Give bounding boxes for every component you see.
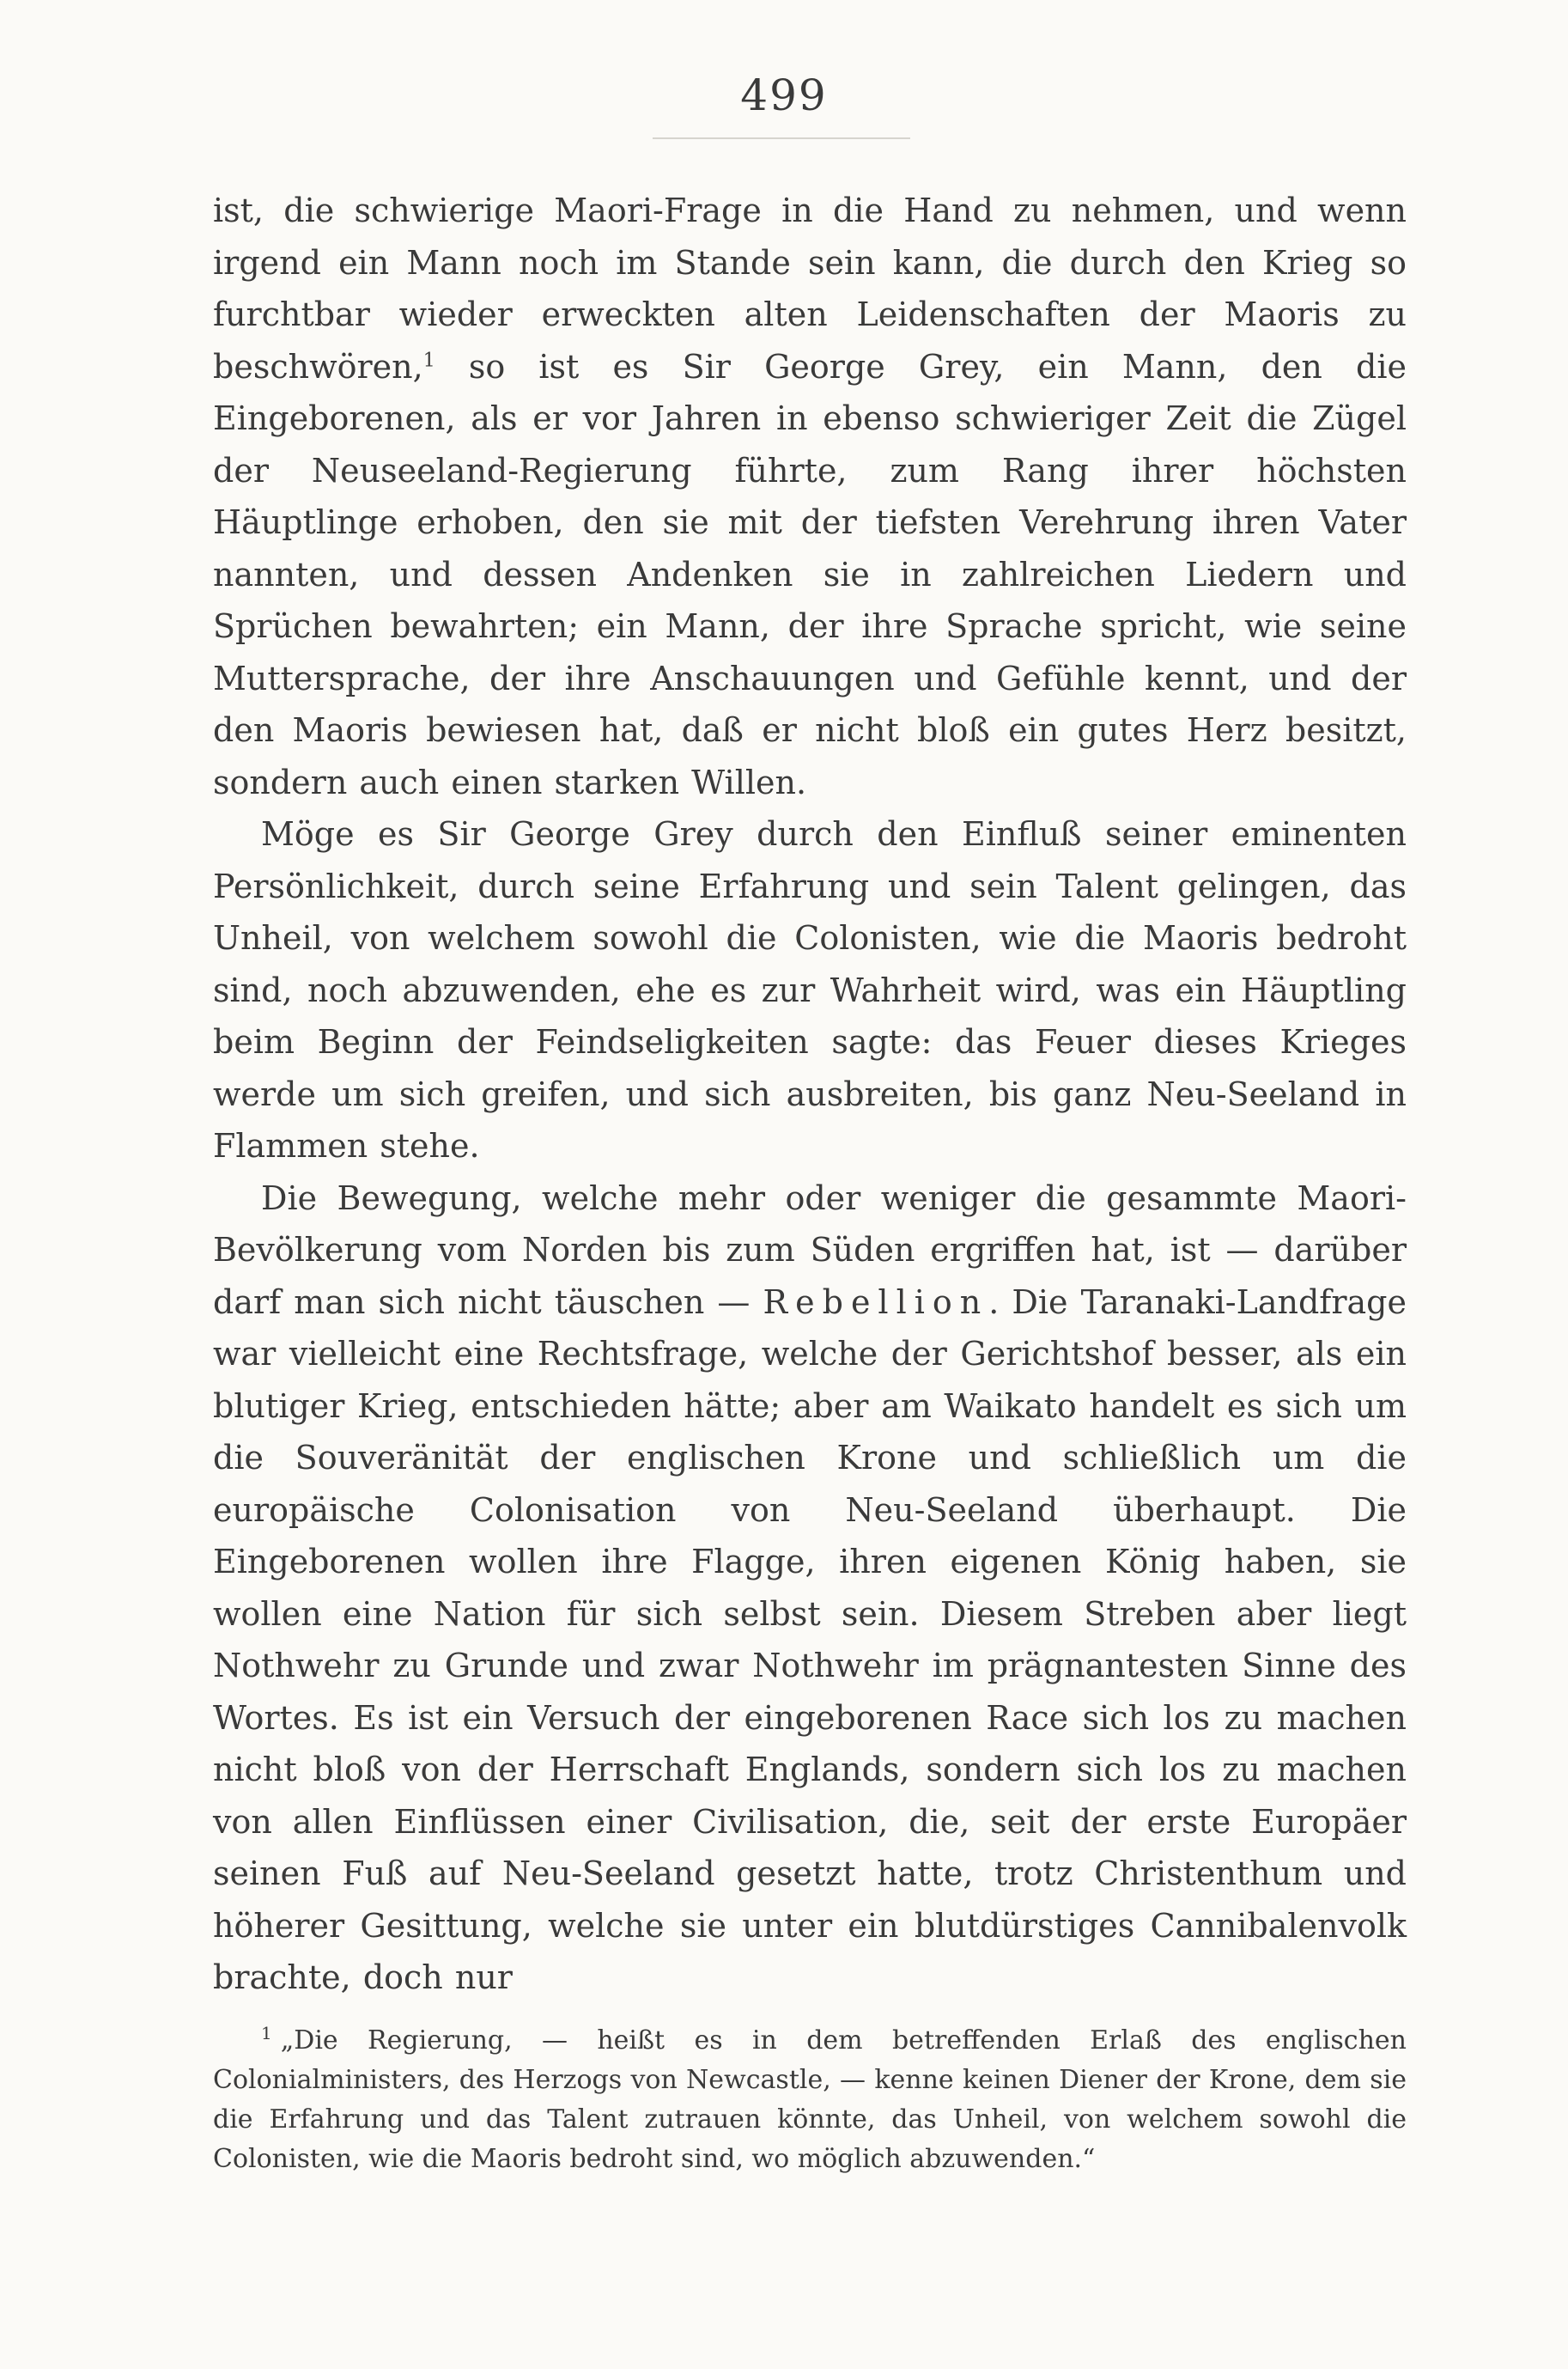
paragraph-1: [213, 185, 1407, 808]
paragraph-3-part-a: Die Bewegung, welche mehr oder weniger die gesammte Maori-Bevölkerung vom Norden bis zum Süden ergriffen hat, ist — darüber darf man sich nicht täuschen —: [213, 1178, 1407, 1321]
paragraph-2: Möge es Sir George Grey durch den Einfluß seiner eminenten Persönlichkeit, durch seine Erfahrung und sein Talent gelingen, das Unheil, von welchem sowohl die Colonisten, wie die Maoris bedroht sind, noch abzuwenden, ehe es zur Wahrheit wird, was ein Häuptling beim Beginn der Feindseligkeiten sagte: das Feuer dieses Krieges werde um sich greifen, und sich ausbreiten, bis ganz Neu-Seeland in Flammen stehe.: [213, 815, 1407, 1165]
paragraph-1-part-a: ist, die schwierige Maori-Frage in die Hand zu nehmen, und wenn irgend ein Mann noch im Stande sein kann, die durch den Krieg so furchtbar wieder erweckten alten Leidenschaften der Maoris zu beschwören,: [213, 192, 1407, 386]
footnote-mark: 1: [261, 2023, 272, 2043]
paragraph-3: [213, 1172, 1407, 2004]
header-rule: [653, 137, 910, 139]
paragraph-3-part-b: . Die Taranaki-Landfrage war vielleicht eine Rechtsfrage, welche der Gerichtshof besser, als ein blutiger Krieg, entschieden hätte; aber am Waikato handelt es sich um die Souveränität der englischen Krone und schließlich um die europäische Colonisation von Neu-Seeland überhaupt. Die Eingeborenen wollen ihre Flagge, ihren eigenen König haben, sie wollen eine Nation für sich selbst sein. Diesem Streben aber liegt Nothwehr zu Grunde und zwar Nothwehr im prägnantesten Sinne des Wortes. Es ist ein Versuch der eingeborenen Race sich los zu machen nicht bloß von der Herrschaft Englands, sondern sich los zu machen von allen Einflüssen einer Civilisation, die, seit der erste Europäer seinen Fuß auf Neu-Seeland gesetzt hatte, trotz Christenthum und höherer Gesittung, welche sie unter ein blutdürstiges Cannibalenvolk brachte, doch nur: [213, 1282, 1407, 1996]
body-text: [213, 185, 1407, 2004]
footnote-reference: 1: [422, 349, 435, 371]
footnote-text: „Die Regierung, — heißt es in dem betreffenden Erlaß des englischen Colonialministers, des Herzogs von Newcastle, — kenne keinen Diener der Krone, dem sie die Erfahrung und das Talent zutrauen könnte, das Unheil, von welchem sowohl die Colonisten, wie die Maoris bedroht sind, wo möglich abzuwenden.“: [213, 2025, 1407, 2174]
page-number: 499: [740, 70, 828, 120]
footnote: [213, 2021, 1407, 2179]
emphasized-word: Rebellion: [763, 1282, 989, 1321]
paragraph-1-part-b: so ist es Sir George Grey, ein Mann, den die Eingeborenen, als er vor Jahren in ebenso schwieriger Zeit die Zügel der Neuseeland-Regierung führte, zum Rang ihrer höchsten Häuptlinge erhoben, den sie mit der tiefsten Verehrung ihren Vater nannten, und dessen Andenken sie in zahlreichen Liedern und Sprüchen bewahrten; ein Mann, der ihre Sprache spricht, wie seine Muttersprache, der ihre Anschauungen und Gefühle kennt, und der den Maoris bewiesen hat, daß er nicht bloß ein gutes Herz besitzt, sondern auch einen starken Willen.: [213, 347, 1407, 801]
